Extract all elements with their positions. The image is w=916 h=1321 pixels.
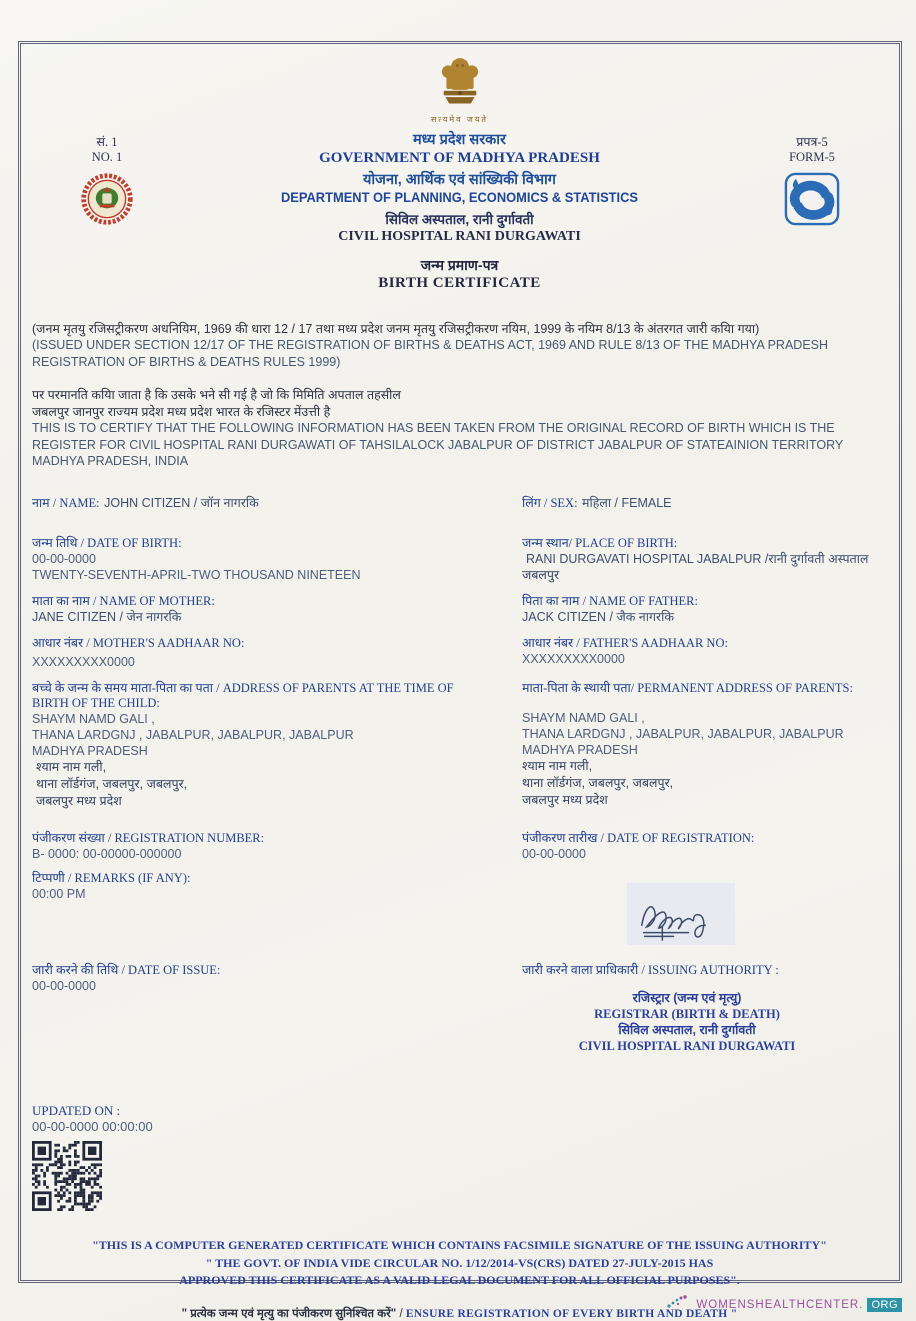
certificate-title-hindi: जन्म प्रमाण-पत्र [420,256,499,273]
national-emblem-block [32,46,887,125]
field-registration-date [522,827,887,867]
address-line-hi-3: जबलपुर मध्य प्रदेश [36,794,122,809]
header-row [32,131,887,246]
registrar-block [522,990,852,1055]
perm-address-line-hi-2: थाना लॉर्डगंज, जबलपुर, जबलपुर, [522,776,674,791]
watermark [666,1294,902,1315]
perm-address-line-en-2: THANA LARDGNJ , JABALPUR, JABALPUR, JABALPUR [522,726,844,741]
address-label-line2: BIRTH OF THE CHILD: [32,695,160,710]
field-place-of-birth [522,532,887,590]
field-address-at-birth [32,677,492,827]
father-name-label: पिता का नाम / NAME OF FATHER: [522,593,698,608]
updated-on-label: UPDATED ON : [32,1102,121,1118]
serial-number-block [32,131,182,246]
dob-label: जन्म तिथि / DATE OF BIRTH: [32,535,182,550]
registration-number-value: B- 0000: 00-00000-000000 [32,846,182,861]
date-of-issue-label: जारी करने की तिथि / DATE OF ISSUE: [32,962,221,977]
act-reference-hindi: (जनम मृतयु रजिसट्रीकरण अधनियिम, 1969 की धारा 12 / 17 तथा मध्य प्रदेश जनम मृतयु रजिसट्रीकरण नयिम, 1999 के नयिम 8/13 के अंतरगत जारी कयिा गया) [32,321,760,336]
form-number-block [737,131,887,246]
perm-address-line-hi-3: जबलपुर मध्य प्रदेश [522,793,608,808]
slogan-hindi: " प्रत्येक जन्म एवं मृत्यु का पंजीकरण सुनिश्चित करें" [181,1307,397,1320]
field-signature [522,867,887,959]
updated-on-block [32,1103,887,1212]
serial-number-english: NO. 1 [91,150,123,164]
address-line-en-3: MADHYA PRADESH [32,744,148,759]
field-father-name [522,590,887,632]
mother-aadhaar-label: आधार नंबर / MOTHER'S AADHAAR NO: [32,635,245,650]
field-permanent-address [522,677,887,827]
mother-name-label: माता का नाम / NAME OF MOTHER: [32,593,215,608]
slogan-english: ENSURE REGISTRATION OF EVERY BIRTH AND DEATH " [405,1307,738,1320]
field-date-of-issue [32,959,492,1077]
watermark-tld-badge: ORG [867,1298,902,1312]
issuing-authority-label: जारी करने वाला प्राधिकारी / ISSUING AUTHORITY : [522,962,779,977]
act-reference-english: (ISSUED UNDER SECTION 12/17 OF THE REGISTRATION OF BIRTHS & DEATHS ACT, 1969 AND RULE 8/13 OF THE MADHYA PRADESH REGISTRATION OF BIRTHS & DEATHS RULES 1999) [32,338,829,369]
father-name-value: JACK CITIZEN / जैक नागरकि [522,609,674,624]
slogan-separator: / [399,1307,403,1320]
field-issuing-authority [522,959,887,1077]
field-father-aadhaar [522,632,887,677]
registrar-line-english: REGISTRAR (BIRTH & DEATH) [594,1006,780,1021]
sex-label: लिंग / SEX: [522,495,578,510]
disclaimer-line2: " THE GOVT. OF INDIA VIDE CIRCULAR NO. 1/12/2014-VS(CRS) DATED 27-JULY-2015 HAS [205,1255,714,1270]
field-remarks [32,867,492,959]
address-line-hi-1: श्याम नाम गली, [36,760,107,775]
act-reference-block [32,321,887,371]
address-label-line1: बच्चे के जन्म के समय माता-पिता का पता / ADDRESS OF PARENTS AT THE TIME OF [32,680,454,695]
address-line-en-1: SHAYM NAMD GALI , [32,711,155,726]
certification-hindi-line2: जबलपुर जानपुर राज्यम प्रदेश मध्य प्रदेश भारत के रजिस्टर मेंउत्ती है [32,404,331,419]
dob-value: 00-00-0000 [32,551,96,566]
pob-value-line2: जबलपुर [522,567,560,582]
name-label: नाम / NAME: [32,495,100,510]
government-title-english: GOVERNMENT OF MADHYA PRADESH [319,150,600,167]
father-aadhaar-label: आधार नंबर / FATHER'S AADHAAR NO: [522,635,728,650]
certificate-title-block [32,256,887,294]
fields-grid [32,492,887,1077]
facsimile-signature [627,883,735,945]
emblem-motto: सत्यमेव जयते [431,115,488,124]
watermark-dots-icon [666,1294,692,1315]
government-title-hindi: मध्य प्रदेश सरकार [413,132,506,148]
mother-aadhaar-value: XXXXXXXXX0000 [32,654,135,669]
certificate-content [32,46,887,1321]
updated-on-value: 00-00-0000 00:00:00 [32,1118,153,1134]
government-header-block [182,131,737,246]
certificate-title-english: BIRTH CERTIFICATE [378,275,541,292]
field-date-of-birth [32,532,492,590]
registration-date-label: पंजीकरण तारीख / DATE OF REGISTRATION: [522,830,755,845]
remarks-value: 00:00 PM [32,886,86,901]
registration-number-label: पंजीकरण संख्या / REGISTRATION NUMBER: [32,830,265,845]
field-sex [522,492,887,532]
perm-address-line-en-1: SHAYM NAMD GALI , [522,710,645,725]
pob-label: जन्म स्थान/ PLACE OF BIRTH: [522,535,678,550]
watermark-name: WOMENSHEALTHCENTER. [696,1298,864,1311]
hospital-title-hindi: सिविल अस्पताल, रानी दुर्गावती [385,211,534,227]
certification-english: THIS IS TO CERTIFY THAT THE FOLLOWING INFORMATION HAS BEEN TAKEN FROM THE ORIGINAL RECORD OF BIRTH WHICH IS THE REGISTER FOR CIVIL HOSPITAL RANI DURGAWATI OF TAHSILALOCK JABALPUR OF DISTRICT JABALPUR OF STATEAINION TERRITORY MADHYA PRADESH, INDIA [32,421,844,469]
hospital-title-english: CIVIL HOSPITAL RANI DURGAWATI [338,229,581,245]
perm-address-line-en-3: MADHYA PRADESH [522,743,638,758]
field-registration-number [32,827,492,867]
sex-value: महिला / FEMALE [582,495,672,510]
department-title-english: DEPARTMENT OF PLANNING, ECONOMICS & STATISTICS [280,189,639,205]
form-number-hindi: प्रपत्र-5 [796,135,828,149]
registration-date-value: 00-00-0000 [522,846,586,861]
father-aadhaar-value: XXXXXXXXX0000 [522,651,625,666]
address-line-hi-2: थाना लॉर्डगंज, जबलपुर, जबलपुर, [36,777,188,792]
address-line-en-2: THANA LARDGNJ , JABALPUR, JABALPUR, JABALPUR [32,727,354,742]
perm-address-line-hi-1: श्याम नाम गली, [522,759,593,774]
form-number-english: FORM-5 [789,150,835,164]
mother-name-value: JANE CITIZEN / जेन नागरकि [32,609,182,624]
name-value: JOHN CITIZEN / जॉन नागरकि [104,495,259,510]
field-name [32,492,492,532]
serial-number-hindi: सं. 1 [96,135,118,149]
lion-capital-emblem-icon [431,95,489,112]
date-of-issue-value: 00-00-0000 [32,978,96,993]
crs-logo-icon [737,171,887,231]
disclaimer-line1: "THIS IS A COMPUTER GENERATED CERTIFICATE WHICH CONTAINS FACSIMILE SIGNATURE OF THE ISSUING AUTHORITY" [92,1238,827,1253]
field-mother-aadhaar [32,632,492,677]
registrar-line-hindi: रजिस्ट्रार (जन्म एवं मृत्यु) [632,990,742,1005]
remarks-label: टिप्पणी / REMARKS (IF ANY): [32,870,191,885]
qr-code [32,1141,102,1211]
state-seal-icon [32,171,182,231]
field-mother-name [32,590,492,632]
department-title-hindi: योजना, आर्थिक एवं सांख्यिकी विभाग [363,171,556,188]
registrar-hospital-hindi: सिविल अस्पताल, रानी दुर्गावती [618,1023,756,1038]
certification-statement-block [32,387,887,470]
disclaimer-line3: APPROVED THIS CERTIFICATE AS A VALID LEGAL DOCUMENT FOR ALL OFFICIAL PURPOSES". [179,1273,740,1288]
permanent-address-label: माता-पिता के स्थायी पता/ PERMANENT ADDRESS OF PARENTS: [522,680,853,695]
pob-value-line1: RANI DURGAVATI HOSPITAL JABALPUR /रानी दुर्गावती अस्पताल [526,551,869,566]
dob-value-words: TWENTY-SEVENTH-APRIL-TWO THOUSAND NINETEEN [32,567,361,582]
certification-hindi-line1: पर परमानति कयिा जाता है कि उसके भने सी गई है जो कि मिमिति अपताल तहसील [32,388,401,403]
registrar-hospital-english: CIVIL HOSPITAL RANI DURGAWATI [578,1039,796,1054]
